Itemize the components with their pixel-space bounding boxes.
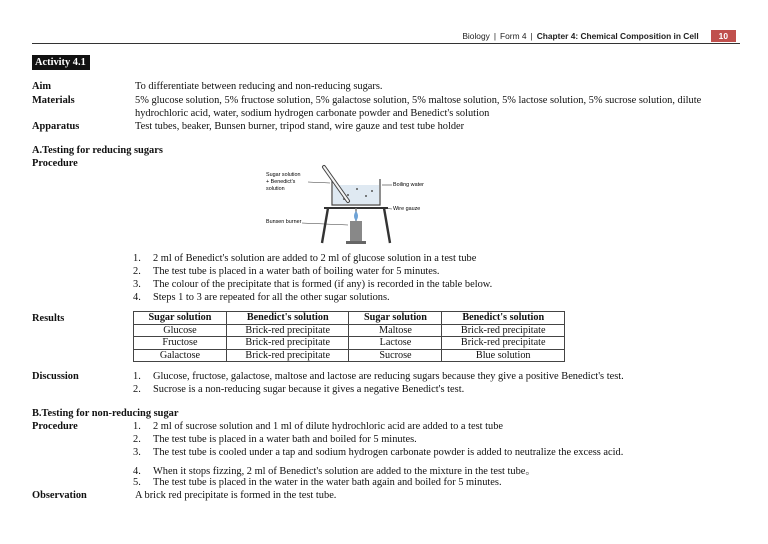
label-bunsen-burner: Bunsen burner xyxy=(266,219,302,225)
section-b-title: B.Testing for non-reducing sugar xyxy=(32,408,179,419)
table-cell: Maltose xyxy=(349,324,442,337)
step-number: 4. xyxy=(133,292,141,303)
item-number: 2. xyxy=(133,384,141,395)
step-number: 5. xyxy=(133,477,141,488)
step-number: 1. xyxy=(133,253,141,264)
table-cell: Brick-red precipitate xyxy=(226,324,349,337)
label-wire-gauze: Wire gauze xyxy=(393,206,421,212)
step-text: Steps 1 to 3 are repeated for all the other sugar solutions. xyxy=(153,292,390,303)
table-cell: Brick-red precipitate xyxy=(442,324,565,337)
discussion-label: Discussion xyxy=(32,371,79,382)
apparatus-text: Test tubes, beaker, Bunsen burner, tripod stand, wire gauze and test tube holder xyxy=(135,121,465,132)
item-text: Sucrose is a non-reducing sugar because it gives a negative Benedict's test. xyxy=(153,384,465,395)
step-number: 2. xyxy=(133,266,141,277)
section-b-procedure-label: Procedure xyxy=(32,421,78,432)
results-label: Results xyxy=(32,313,65,324)
header-form: Form 4 xyxy=(500,31,527,41)
step-number: 3. xyxy=(133,447,141,458)
step-text: The test tube is cooled under a tap and sodium hydrogen carbonate powder is added to neutralize the excess acid. xyxy=(153,447,624,458)
procedure-b-step xyxy=(133,477,502,488)
tripod-leg-left xyxy=(322,208,328,243)
step-text: The test tube is placed in the water in the water bath again and boiled for 5 minutes. xyxy=(153,477,502,488)
aim-text: To differentiate between reducing and non-reducing sugars. xyxy=(135,81,383,92)
page-header: Biology | Form 4 | Chapter 4: Chemical Composition in Cell 10 xyxy=(462,30,736,42)
activity-title: Activity 4.1 xyxy=(32,55,90,70)
apparatus-label: Apparatus xyxy=(32,121,80,132)
section-a-procedure-label: Procedure xyxy=(32,158,78,169)
observation-text: A brick red precipitate is formed in the test tube. xyxy=(135,490,337,501)
item-number: 1. xyxy=(133,371,141,382)
step-text: 2 ml of sucrose solution and 1 ml of dilute hydrochloric acid are added to a test tube xyxy=(153,421,504,432)
step-text: The test tube is placed in a water bath and boiled for 5 minutes. xyxy=(153,434,417,445)
table-cell: Blue solution xyxy=(442,349,565,362)
procedure-a-step xyxy=(133,253,476,264)
column-header: Sugar solution xyxy=(134,312,227,325)
step-number: 1. xyxy=(133,421,141,432)
flame xyxy=(354,211,358,221)
label-boiling-water: Boiling water xyxy=(393,182,424,188)
table-cell: Sucrose xyxy=(349,349,442,362)
label-sugar-solution: Sugar solution xyxy=(266,172,301,178)
procedure-a-step xyxy=(133,266,440,277)
step-number: 2. xyxy=(133,434,141,445)
table-cell: Fructose xyxy=(134,337,227,350)
materials-text-line1: 5% glucose solution, 5% fructose solution, 5% galactose solution, 5% maltose solution, 5% lactose solution, 5% sucrose solution, dilute xyxy=(135,95,702,106)
bunsen-burner xyxy=(350,221,362,241)
table-cell: Brick-red precipitate xyxy=(226,349,349,362)
item-text: Glucose, fructose, galactose, maltose and lactose are reducing sugars because they give a positive Benedict's test. xyxy=(153,371,624,382)
observation-label: Observation xyxy=(32,490,87,501)
procedure-b-step xyxy=(133,421,503,432)
table-cell: Lactose xyxy=(349,337,442,350)
tripod-leg-right xyxy=(384,208,390,243)
discussion-item xyxy=(133,371,624,382)
section-a-title: A.Testing for reducing sugars xyxy=(32,145,163,156)
results-table xyxy=(133,311,565,362)
procedure-a-step xyxy=(133,292,390,303)
procedure-b-step xyxy=(133,462,536,477)
step-number: 4. xyxy=(133,466,141,477)
column-header: Benedict's solution xyxy=(442,312,565,325)
step-text: 2 ml of Benedict's solution are added to 2 ml of glucose solution in a test tube xyxy=(153,253,477,264)
table-row xyxy=(134,337,565,350)
table-cell: Glucose xyxy=(134,324,227,337)
header-divider xyxy=(32,43,740,44)
column-header: Benedict's solution xyxy=(226,312,349,325)
procedure-b-step xyxy=(133,447,623,458)
procedure-b-step xyxy=(133,434,417,445)
water-bath-diagram xyxy=(262,165,424,250)
step-text: When it stops fizzing, 2 ml of Benedict's solution are added to the mixture in the test tube。 xyxy=(153,466,536,477)
page-number: 10 xyxy=(711,30,736,42)
materials-text-line2: hydrochloric acid, water, sodium hydrogen carbonate powder and Benedict's solution xyxy=(135,108,490,119)
label-solution: solution xyxy=(266,186,285,192)
step-text: The test tube is placed in a water bath of boiling water for 5 minutes. xyxy=(153,266,440,277)
label-benedicts: + Benedict's xyxy=(266,179,296,185)
table-cell: Galactose xyxy=(134,349,227,362)
discussion-item xyxy=(133,384,464,395)
aim-label: Aim xyxy=(32,81,52,92)
column-header: Sugar solution xyxy=(349,312,442,325)
materials-label: Materials xyxy=(32,95,75,106)
table-cell: Brick-red precipitate xyxy=(226,337,349,350)
step-number: 3. xyxy=(133,279,141,290)
procedure-a-step xyxy=(133,279,492,290)
header-chapter: Chapter 4: Chemical Composition in Cell xyxy=(536,31,699,41)
header-subject: Biology xyxy=(462,31,490,41)
table-row xyxy=(134,324,565,337)
step-text: The colour of the precipitate that is formed (if any) is recorded in the table below. xyxy=(153,279,493,290)
table-row xyxy=(134,349,565,362)
table-header-row xyxy=(134,312,565,325)
table-cell: Brick-red precipitate xyxy=(442,337,565,350)
